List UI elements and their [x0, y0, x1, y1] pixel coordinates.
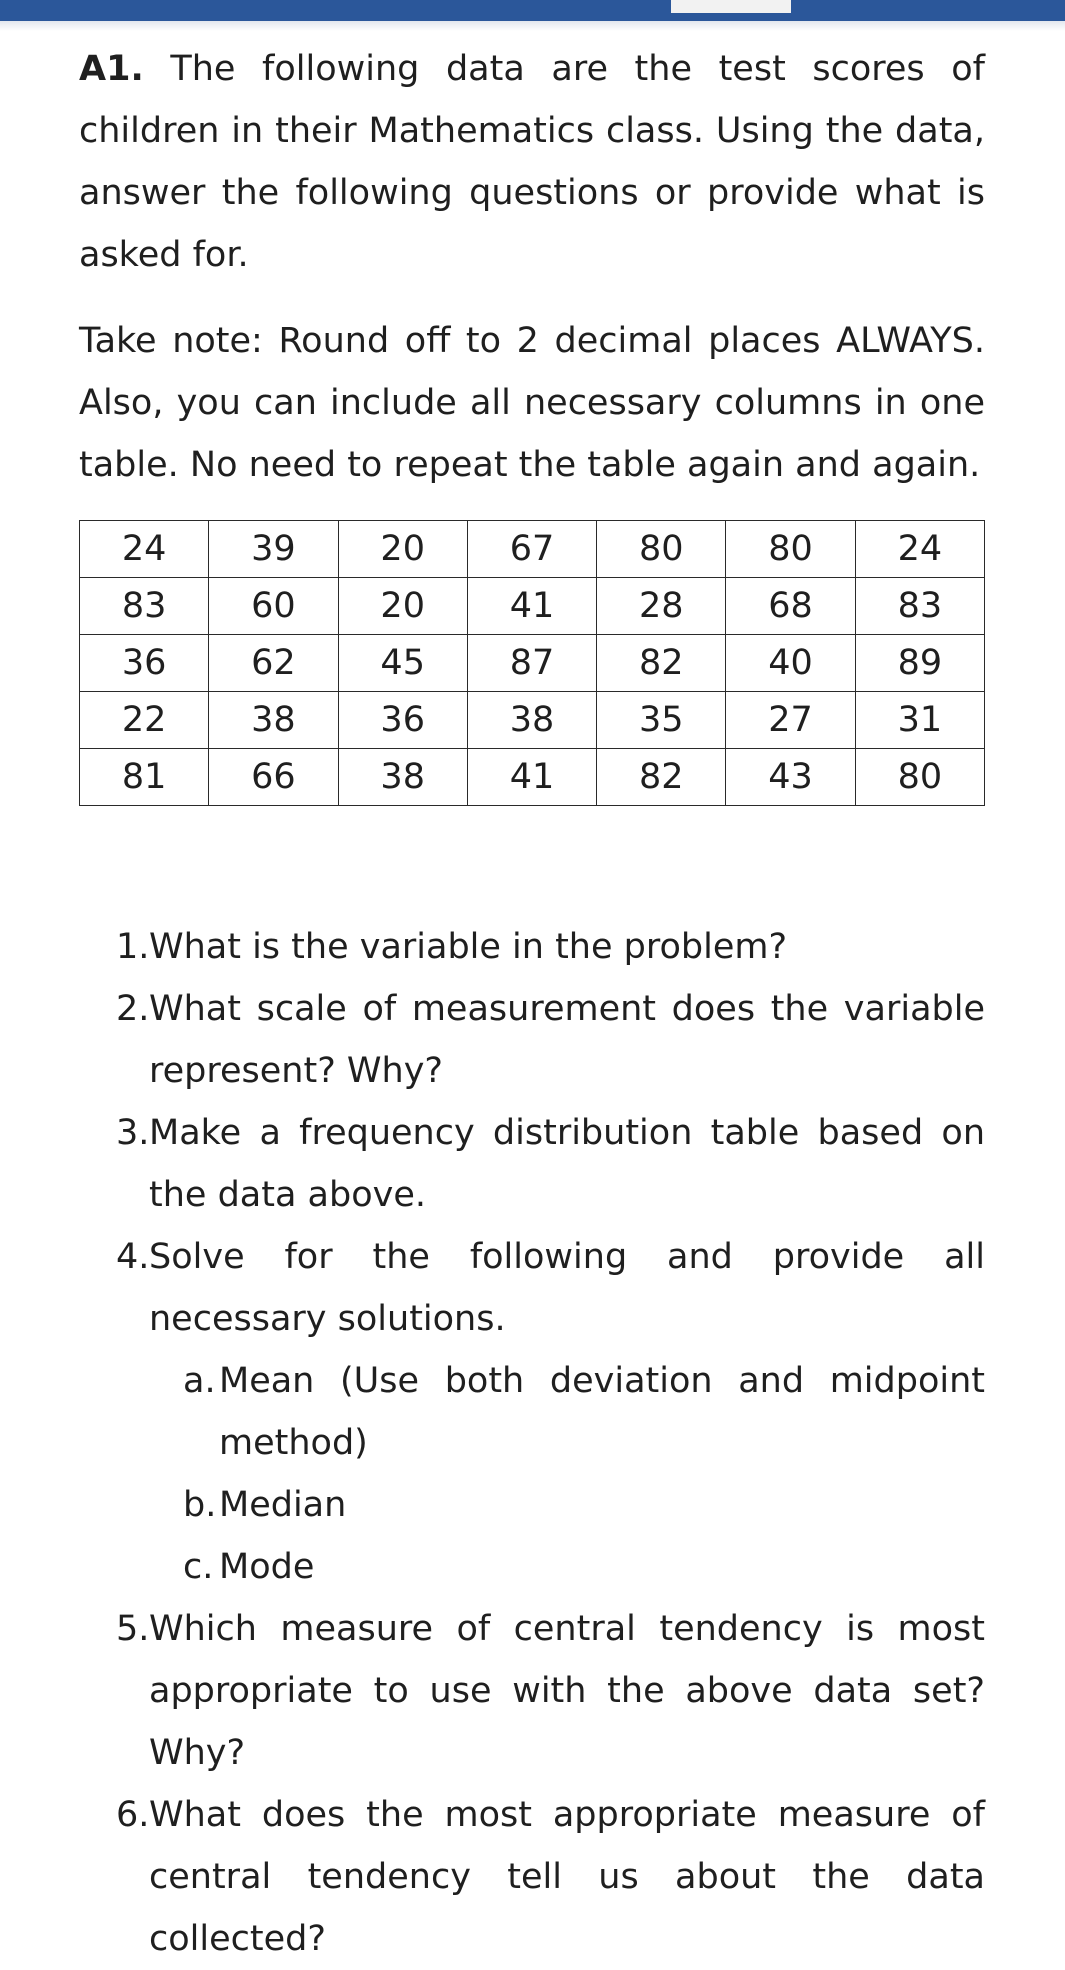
table-cell: 43 [726, 749, 855, 806]
table-cell: 45 [338, 635, 467, 692]
question-number: 2. [116, 989, 150, 1029]
table-cell: 83 [855, 578, 984, 635]
table-cell: 20 [338, 578, 467, 635]
table-cell: 31 [855, 692, 984, 749]
sub-question-text: Mean (Use both deviation and midpoint method) [219, 1361, 985, 1463]
table-cell: 24 [855, 521, 984, 578]
question-number: 4. [116, 1237, 150, 1277]
table-cell: 20 [338, 521, 467, 578]
table-cell: 36 [80, 635, 209, 692]
sub-question-item [79, 1474, 985, 1536]
table-cell: 60 [209, 578, 338, 635]
table-cell: 38 [209, 692, 338, 749]
table-cell: 35 [597, 692, 726, 749]
question-item [79, 978, 985, 1102]
scores-table [79, 520, 985, 806]
table-cell: 80 [597, 521, 726, 578]
question-text: Which measure of central tendency is most appropriate to use with the above data set? Why? [149, 1609, 985, 1773]
table-row [80, 692, 985, 749]
question-item [79, 916, 985, 978]
table-cell: 38 [467, 692, 596, 749]
table-cell: 82 [597, 749, 726, 806]
question-list [79, 916, 985, 1350]
table-cell: 82 [597, 635, 726, 692]
problem-intro-text: The following data are the test scores of children in their Mathematics class. Using the data, answer the following questions or provide what is asked for. [79, 49, 985, 275]
table-cell: 87 [467, 635, 596, 692]
table-cell: 41 [467, 578, 596, 635]
table-cell: 27 [726, 692, 855, 749]
table-cell: 38 [338, 749, 467, 806]
table-row [80, 578, 985, 635]
table-cell: 68 [726, 578, 855, 635]
question-text: Make a frequency distribution table based on the data above. [149, 1113, 985, 1215]
question-number: 6. [116, 1795, 150, 1835]
table-cell: 66 [209, 749, 338, 806]
sub-question-letter: c. [183, 1547, 214, 1587]
table-cell: 36 [338, 692, 467, 749]
document-content [79, 38, 985, 1970]
sub-question-letter: b. [183, 1485, 217, 1525]
table-cell: 28 [597, 578, 726, 635]
table-cell: 62 [209, 635, 338, 692]
table-cell: 80 [855, 749, 984, 806]
table-cell: 83 [80, 578, 209, 635]
table-cell: 89 [855, 635, 984, 692]
table-cell: 81 [80, 749, 209, 806]
question-text: What scale of measurement does the variable represent? Why? [149, 989, 985, 1091]
question-text: Solve for the following and provide all necessary solutions. [149, 1237, 985, 1339]
sub-question-text: Median [219, 1485, 347, 1525]
question-item [79, 1598, 985, 1784]
sub-question-item [79, 1536, 985, 1598]
table-row [80, 749, 985, 806]
table-cell: 40 [726, 635, 855, 692]
top-bar-tab [671, 0, 791, 13]
problem-note: Take note: Round off to 2 decimal places ALWAYS. Also, you can include all necessary columns in one table. No need to repeat the table again and again. [79, 321, 985, 485]
question-number: 5. [116, 1609, 150, 1649]
problem-label: A1. [79, 49, 144, 89]
sub-question-list [79, 1350, 985, 1598]
table-cell: 39 [209, 521, 338, 578]
sub-question-item [79, 1350, 985, 1474]
table-cell: 80 [726, 521, 855, 578]
problem-intro [79, 38, 985, 286]
table-cell: 24 [80, 521, 209, 578]
table-cell: 67 [467, 521, 596, 578]
question-text: What does the most appropriate measure of central tendency tell us about the data collected? [149, 1795, 985, 1959]
table-row [80, 635, 985, 692]
top-bar-shadow [0, 21, 1065, 31]
table-row [80, 521, 985, 578]
question-item [79, 1226, 985, 1350]
question-number: 3. [116, 1113, 150, 1153]
top-bar [0, 0, 1065, 21]
sub-question-text: Mode [219, 1547, 315, 1587]
question-item [79, 1784, 985, 1970]
question-number: 1. [116, 927, 150, 967]
sub-question-letter: a. [183, 1361, 216, 1401]
question-item [79, 1102, 985, 1226]
table-cell: 22 [80, 692, 209, 749]
question-list-continued [79, 1598, 985, 1970]
question-text: What is the variable in the problem? [149, 927, 788, 967]
table-cell: 41 [467, 749, 596, 806]
